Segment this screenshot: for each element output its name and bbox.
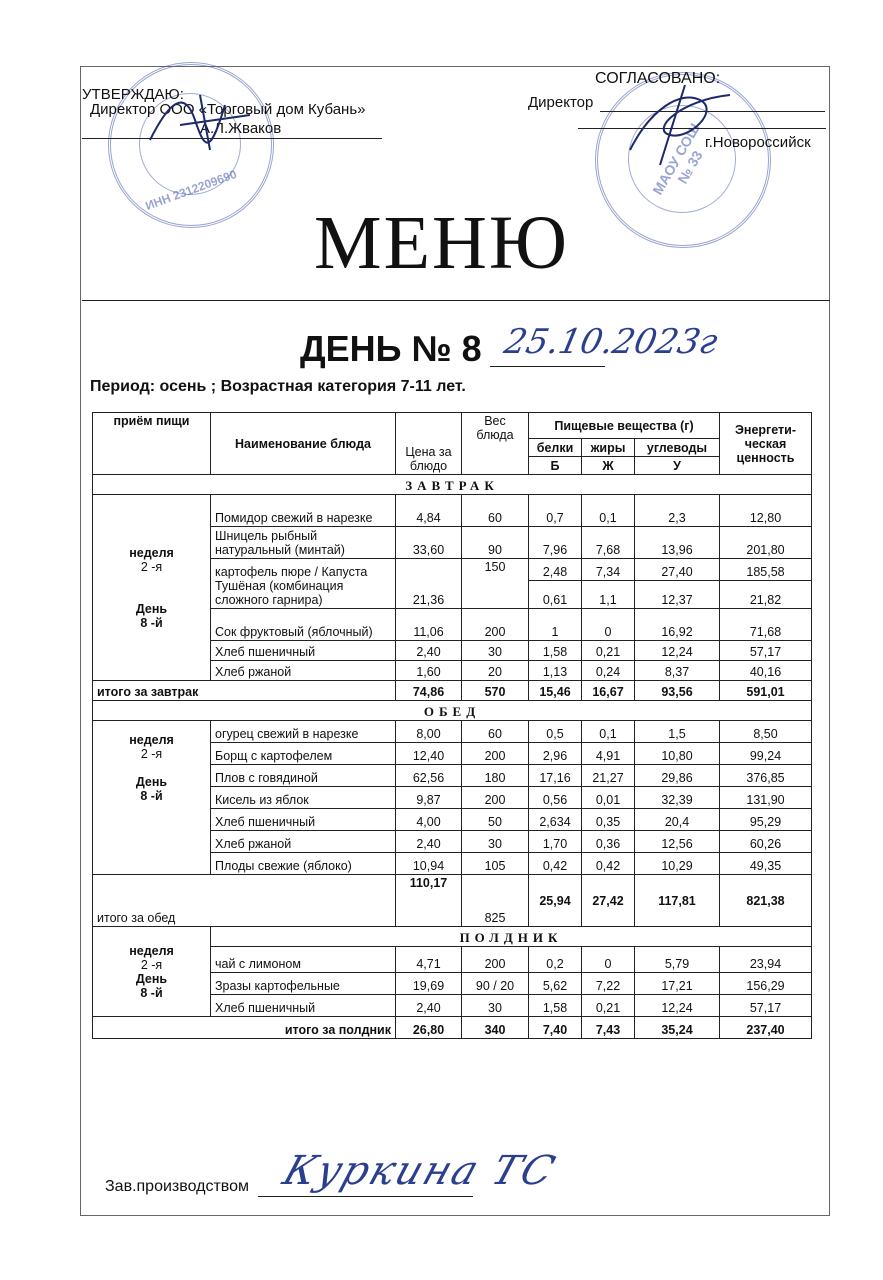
section-snack: ПОЛДНИК xyxy=(211,927,812,947)
approved-position: Директор ООО «Торговый дом Кубань» xyxy=(90,101,366,118)
snack-total-row: итого за полдник 26,80 340 7,40 7,43 35,24 237,40 xyxy=(93,1017,812,1039)
table-row: Хлеб пшеничный 2,40 30 1,58 0,21 12,24 57,17 xyxy=(93,641,812,661)
table-row: 0,61 1,1 12,37 21,82 xyxy=(93,581,812,609)
company-stamp-text: ИНН 2312209690 xyxy=(143,166,239,214)
header-proteins: белки xyxy=(529,439,582,457)
header-c-short: У xyxy=(635,457,720,475)
approved-name: А.Л.Жваков xyxy=(200,120,282,137)
table-row: Хлеб пшеничный 2,40 30 1,58 0,21 12,24 57,17 xyxy=(93,995,812,1017)
table-row: Плов с говядиной 62,56 180 17,16 21,27 29,86 376,85 xyxy=(93,765,812,787)
table-row: Борщ с картофелем 12,40 200 2,96 4,91 10,80 99,24 xyxy=(93,743,812,765)
header-f-short: Ж xyxy=(582,457,635,475)
agreed-position: Директор xyxy=(528,94,594,111)
header-dish: Наименование блюда xyxy=(211,413,396,475)
meal-cell-breakfast: неделя 2 -я День 8 -й xyxy=(93,495,211,681)
page-title: МЕНЮ xyxy=(314,201,569,285)
section-lunch: ОБЕД xyxy=(93,701,812,721)
agreed-label: СОГЛАСОВАНО: xyxy=(595,70,721,87)
section-breakfast: ЗАВТРАК xyxy=(93,475,812,495)
header-meal: приём пищи xyxy=(93,413,211,475)
meal-cell-snack: неделя 2 -я День 8 -й xyxy=(93,927,211,1017)
table-row: неделя 2 -я День 8 -й огурец свежий в нарезке 8,00 60 0,5 0,1 1,5 8,50 xyxy=(93,721,812,743)
menu-table xyxy=(92,412,812,1039)
table-row: неделя 2 -я День 8 -й Помидор свежий в нарезке 4,84 60 0,7 0,1 2,3 12,80 xyxy=(93,495,812,527)
table-row: Сок фруктовый (яблочный) 11,06 200 1 0 16,92 71,68 xyxy=(93,609,812,641)
table-row: Хлеб ржаной 1,60 20 1,13 0,24 8,37 40,16 xyxy=(93,661,812,681)
table-row: Шницель рыбный натуральный (минтай) 33,60 90 7,96 7,68 13,96 201,80 xyxy=(93,527,812,559)
table-row: Хлеб пшеничный 4,00 50 2,634 0,35 20,4 95,29 xyxy=(93,809,812,831)
header-price: Цена за блюдо xyxy=(396,413,462,475)
signature-left xyxy=(140,80,260,160)
header-energy: Энергети-ческая ценность xyxy=(720,413,812,475)
table-row: Хлеб ржаной 2,40 30 1,70 0,36 12,56 60,26 xyxy=(93,831,812,853)
header-nutrients: Пищевые вещества (г) xyxy=(529,413,720,439)
lunch-total-row: итого за обед 110,17 825 25,94 27,42 117,81 821,38 xyxy=(93,875,812,927)
header-fats: жиры xyxy=(582,439,635,457)
meal-cell-lunch: неделя 2 -я День 8 -й xyxy=(93,721,211,875)
footer-label: Зав.производством xyxy=(105,1178,249,1195)
header-p-short: Б xyxy=(529,457,582,475)
approved-label: УТВЕРЖДАЮ: xyxy=(82,86,184,103)
breakfast-total-row: итого за завтрак 74,86 570 15,46 16,67 93,56 591,01 xyxy=(93,681,812,701)
table-row: Зразы картофельные 19,69 90 / 20 5,62 7,22 17,21 156,29 xyxy=(93,973,812,995)
header-carbs: углеводы xyxy=(635,439,720,457)
signature-right xyxy=(610,80,770,170)
school-stamp-text: МАОУ СОШ № 33 xyxy=(649,120,706,198)
day-label: ДЕНЬ № 8 xyxy=(300,328,482,369)
table-row: Плоды свежие (яблоко) 10,94 105 0,42 0,42 10,29 49,35 xyxy=(93,853,812,875)
day-date-handwritten: 25.10.2023г xyxy=(500,322,722,362)
header-weight: Вес блюда xyxy=(462,413,529,475)
table-row: Кисель из яблок 9,87 200 0,56 0,01 32,39 131,90 xyxy=(93,787,812,809)
table-row: чай с лимоном 4,71 200 0,2 0 5,79 23,94 xyxy=(93,947,812,973)
agreed-city: г.Новороссийск xyxy=(705,134,811,151)
period-line: Период: осень ; Возрастная категория 7-11 лет. xyxy=(90,378,466,395)
table-row: картофель пюре / Капуста Тушёная (комбинация сложного гарнира) 21,36 150 2,48 7,34 27,40 185,58 xyxy=(93,559,812,581)
footer-signature-handwritten: Куркина ТС xyxy=(277,1148,563,1194)
